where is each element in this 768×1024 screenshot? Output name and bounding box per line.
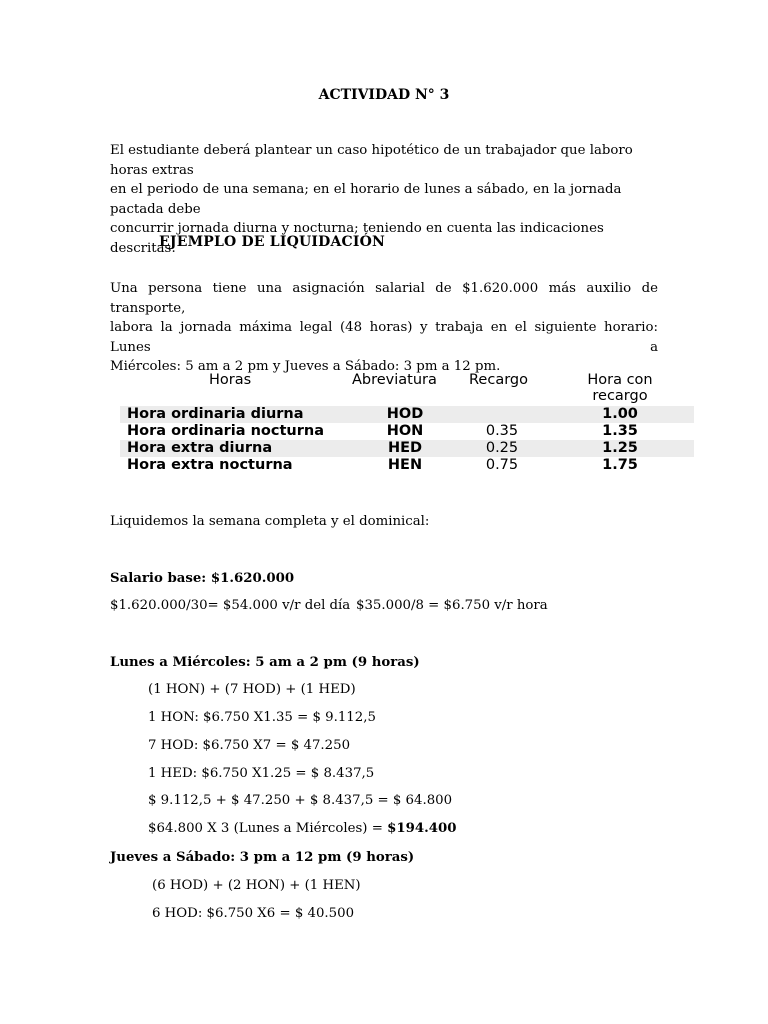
header-hora-con-recargo: Hora con recargo <box>587 372 653 404</box>
calc-valor-dia: $1.620.000/30= $54.000 v/r del día <box>110 598 351 613</box>
cell-horas: Hora extra diurna <box>127 440 273 456</box>
jueves-title: Jueves a Sábado: 3 pm a 12 pm (9 horas) <box>110 850 415 865</box>
cell-hora-con-recargo: 1.00 <box>602 406 638 422</box>
cell-horas: Hora ordinaria nocturna <box>127 423 324 439</box>
example-title: EJEMPLO DE LIQUIDACIÓN <box>159 234 386 250</box>
cell-horas: Hora ordinaria diurna <box>127 406 304 422</box>
cell-abreviatura: HOD <box>386 406 424 422</box>
table-row <box>120 440 694 457</box>
table-row <box>120 423 694 440</box>
cell-hora-con-recargo: 1.35 <box>602 423 638 439</box>
table-header <box>120 372 694 406</box>
case-paragraph <box>110 279 658 377</box>
liquidemos-text: Liquidemos la semana completa y el dominical: <box>110 514 430 529</box>
jueves-line: (6 HOD) + (2 HON) + (1 HEN) <box>152 878 361 893</box>
intro-line: El estudiante deberá plantear un caso hipotético de un trabajador que laboro horas extras <box>110 143 633 178</box>
cell-recargo: 0.75 <box>485 457 519 473</box>
cell-abreviatura: HON <box>386 423 424 439</box>
case-line: Una persona tiene una asignación salarial de $1.620.000 más auxilio de transporte, <box>110 281 658 316</box>
table-row <box>120 457 694 474</box>
case-line: Miércoles: 5 am a 2 pm y Jueves a Sábado: 3 pm a 12 pm. <box>110 359 501 375</box>
lunes-line: $ 9.112,5 + $ 47.250 + $ 8.437,5 = $ 64.800 <box>148 793 453 808</box>
table-row <box>120 406 694 423</box>
intro-line: concurrir jornada diurna y nocturna; teniendo en cuenta las indicaciones descritas: <box>110 221 604 256</box>
lunes-title: Lunes a Miércoles: 5 am a 2 pm (9 horas) <box>110 655 420 670</box>
header-recargo: Recargo <box>469 372 528 388</box>
cell-abreviatura: HEN <box>387 457 423 473</box>
lunes-line: 1 HON: $6.750 X1.35 = $ 9.112,5 <box>148 710 376 725</box>
case-line: labora la jornada máxima legal (48 horas) y trabaja en el siguiente horario: Lunes a <box>110 320 658 355</box>
calc-valor-hora: $35.000/8 = $6.750 v/r hora <box>356 598 548 613</box>
lunes-total-prefix: $64.800 X 3 (Lunes a Miércoles) = <box>148 821 388 836</box>
cell-recargo: 0.35 <box>485 423 519 439</box>
lunes-line: (1 HON) + (7 HOD) + (1 HED) <box>148 682 356 697</box>
lunes-line: 7 HOD: $6.750 X7 = $ 47.250 <box>148 738 351 753</box>
salario-base: Salario base: $1.620.000 <box>110 571 295 586</box>
lunes-line: 1 HED: $6.750 X1.25 = $ 8.437,5 <box>148 766 375 781</box>
cell-recargo: 0.25 <box>485 440 519 456</box>
header-horas: Horas <box>209 372 252 388</box>
cell-horas: Hora extra nocturna <box>127 457 293 473</box>
surcharge-table <box>120 372 694 474</box>
lunes-total-line <box>148 821 457 836</box>
cell-abreviatura: HED <box>387 440 423 456</box>
page-title: ACTIVIDAD N° 3 <box>318 87 450 103</box>
intro-line: en el periodo de una semana; en el horario de lunes a sábado, en la jornada pactada debe <box>110 182 622 217</box>
lunes-total-value: $194.400 <box>387 821 457 836</box>
cell-hora-con-recargo: 1.25 <box>602 440 638 456</box>
jueves-line: 6 HOD: $6.750 X6 = $ 40.500 <box>152 906 355 921</box>
header-abreviatura: Abreviatura <box>352 372 437 388</box>
cell-hora-con-recargo: 1.75 <box>602 457 638 473</box>
